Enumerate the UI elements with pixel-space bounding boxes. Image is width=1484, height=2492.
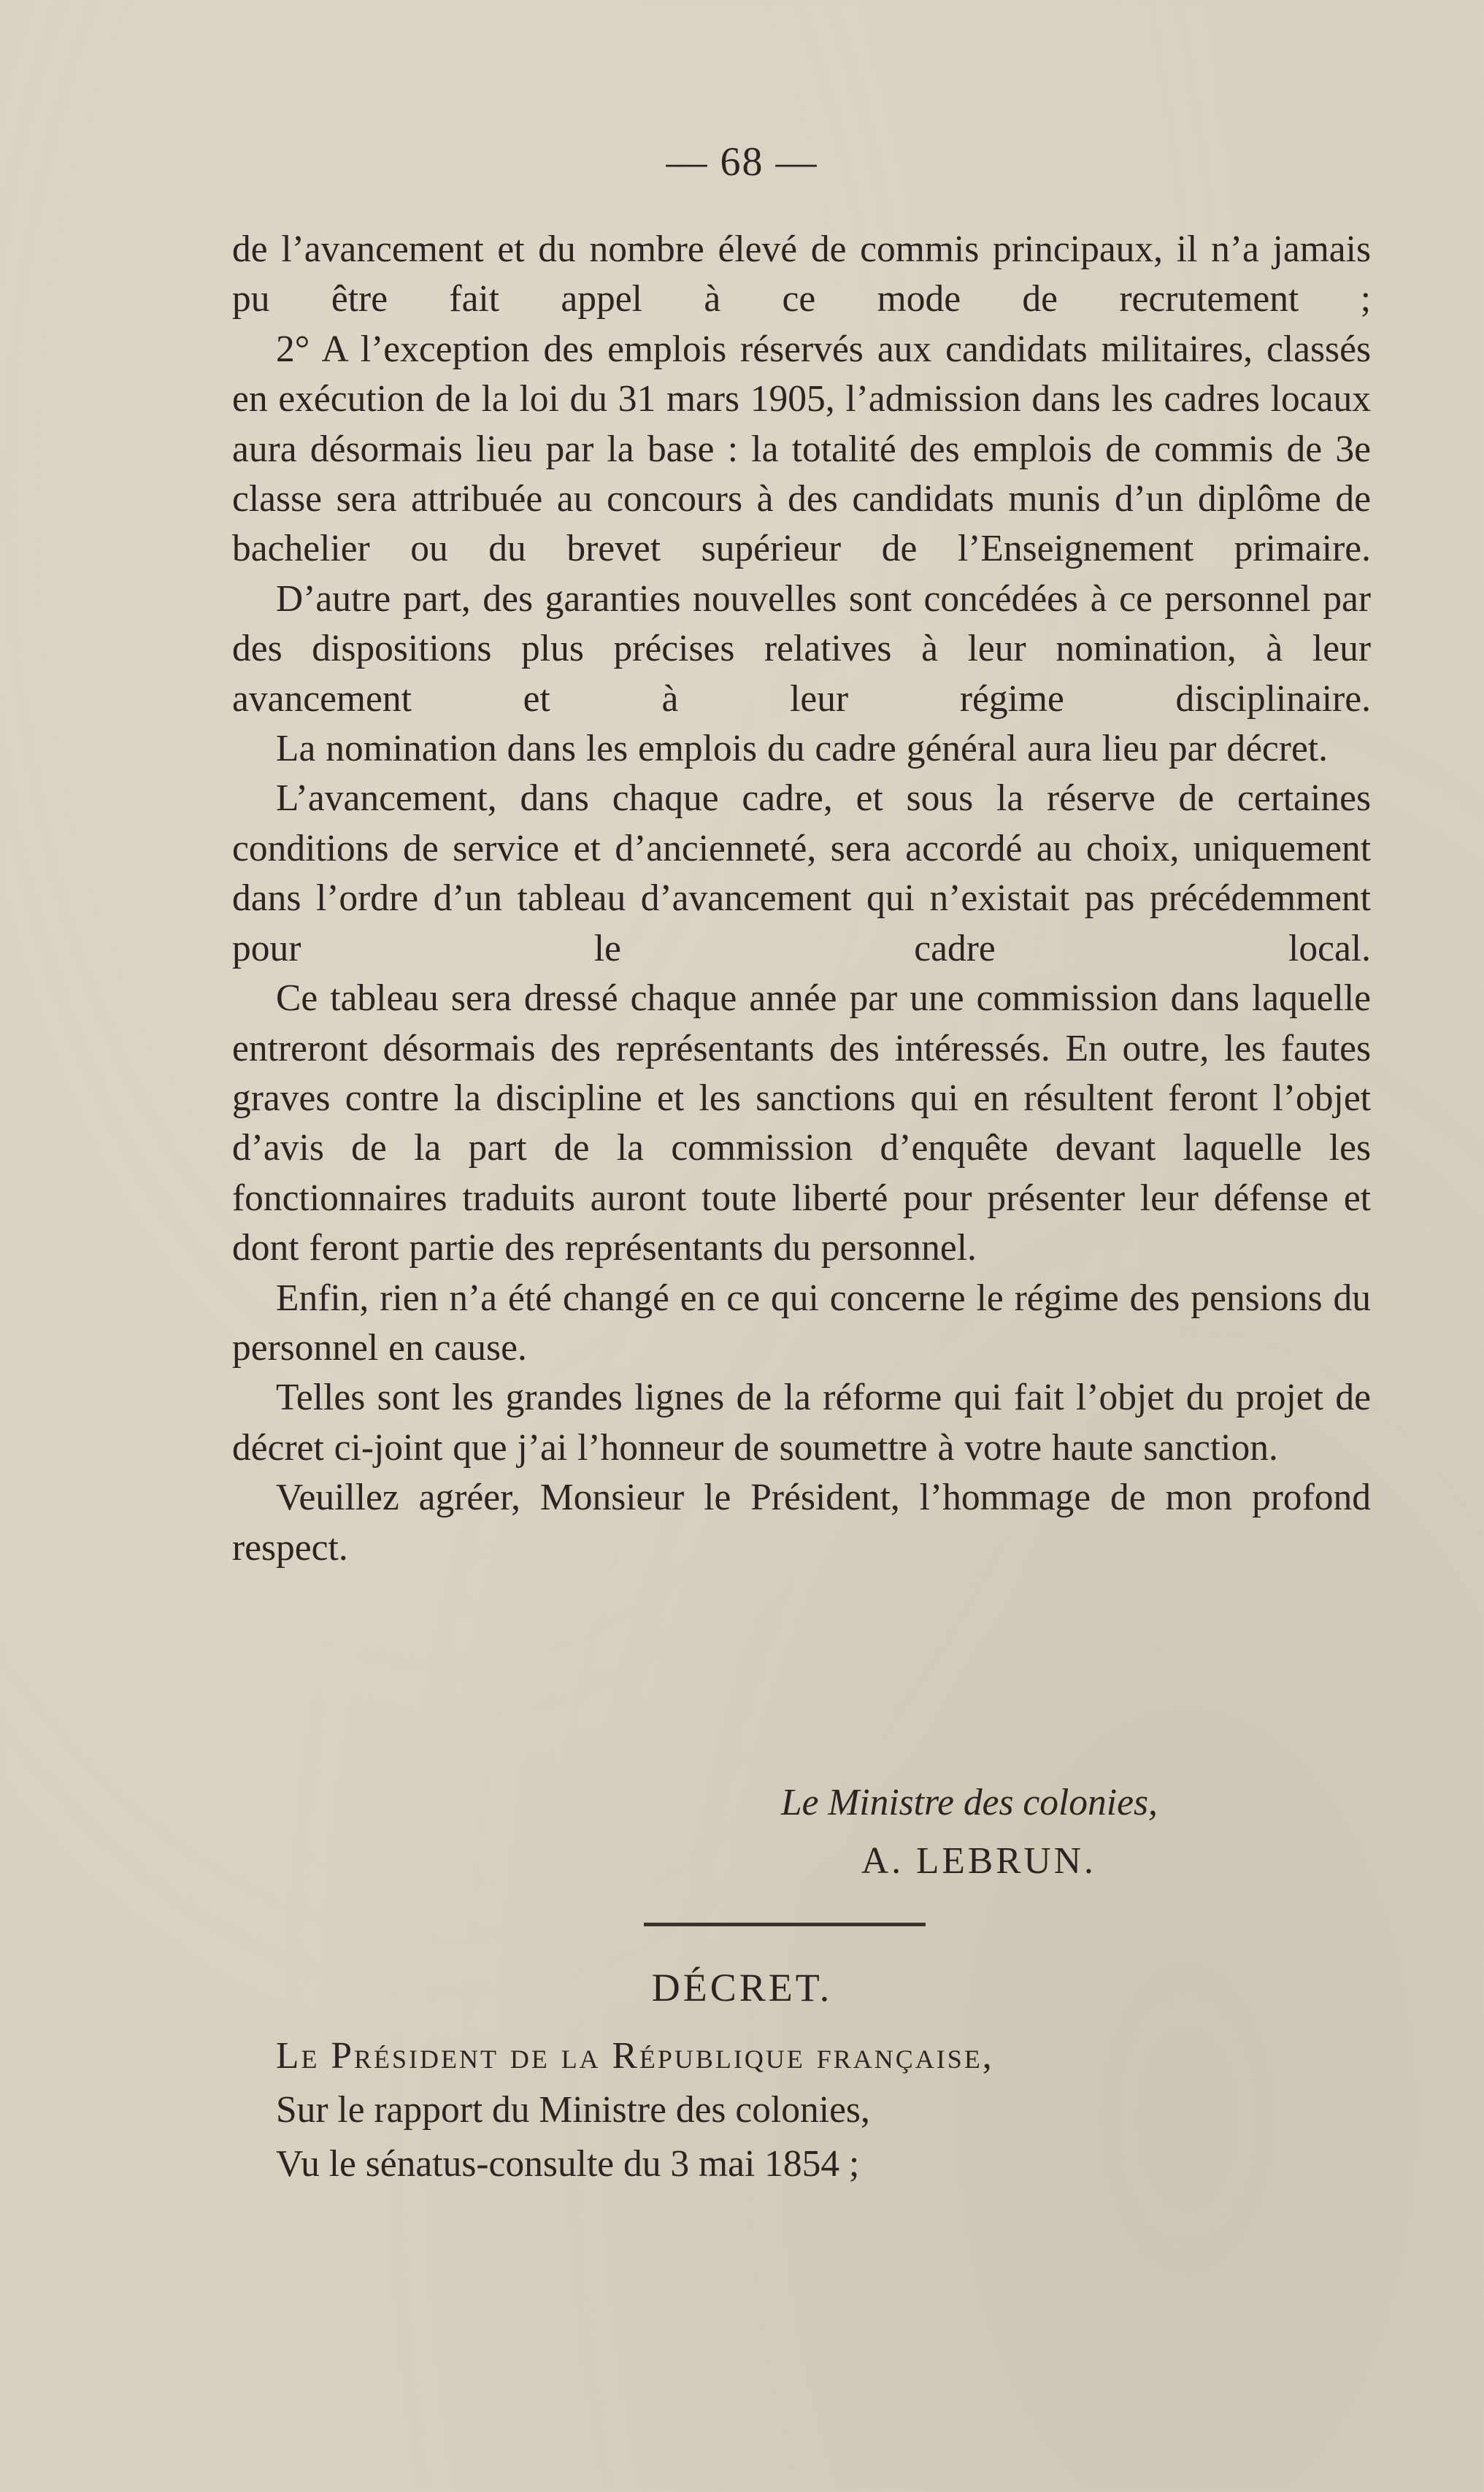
decree-line-rapport: Sur le rapport du Ministre des colonies,	[276, 2089, 870, 2131]
decree-title: DÉCRET.	[651, 1966, 833, 2010]
report-body	[232, 225, 1371, 1573]
signature-title: Le Ministre des colonies,	[781, 1782, 1158, 1823]
decree-preamble	[276, 2029, 1371, 2191]
signature-name: A. LEBRUN.	[861, 1840, 1096, 1882]
paragraph: Ce tableau sera dressé chaque année par une commission dans laquelle entreront désormais des représentants des intéressés. En outre, les fautes graves contre la discipline et les sanctions qui en résultent feront l’objet d’avis de la part de la commission d’enquête devant laquelle les fonctionnaires traduits auront toute liberté pour présenter leur défense et dont feront partie des représentants du personnel.	[232, 977, 1371, 1269]
section-divider	[644, 1923, 926, 1926]
paragraph: de l’avancement et du nombre élevé de commis principaux, il n’a jamais pu être fait appel à ce mode de recrutement ;	[232, 228, 1371, 320]
paragraph: 2° A l’exception des emplois réservés aux candidats militaires, classés en exécution de la loi du 31 mars 1905, l’admission dans les cadres locaux aura désormais lieu par la base : la totalité des emplois de commis de 3e classe sera attribuée au concours à des candidats munis d’un diplôme de bachelier ou du brevet supérieur de l’Enseignement primaire.	[232, 328, 1371, 570]
paragraph: Veuillez agréer, Monsieur le Président, l’hommage de mon profond respect.	[232, 1477, 1371, 1569]
paragraph: L’avancement, dans chaque cadre, et sous la réserve de certaines conditions de service et d’ancienneté, sera accordé au choix, uniquement dans l’ordre d’un tableau d’avancement qui n’existait pas précédemment pour le cadre local.	[232, 777, 1371, 969]
decree-line-president: Le Président de la République française,	[276, 2035, 994, 2077]
paragraph: La nomination dans les emplois du cadre général aura lieu par décret.	[276, 728, 1328, 770]
paragraph: Telles sont les grandes lignes de la réforme qui fait l’objet du projet de décret ci-joint que j’ai l’honneur de soumettre à votre haute sanction.	[232, 1377, 1371, 1469]
page-number: — 68 —	[666, 139, 818, 185]
paragraph: D’autre part, des garanties nouvelles sont concédées à ce personnel par des dispositions plus précises relatives à leur nomination, à leur avancement et à leur régime disciplinaire.	[232, 577, 1371, 720]
paragraph: Enfin, rien n’a été changé en ce qui concerne le régime des pensions du personnel en cause.	[232, 1277, 1371, 1369]
decree-line-vu: Vu le sénatus-consulte du 3 mai 1854 ;	[276, 2143, 860, 2185]
